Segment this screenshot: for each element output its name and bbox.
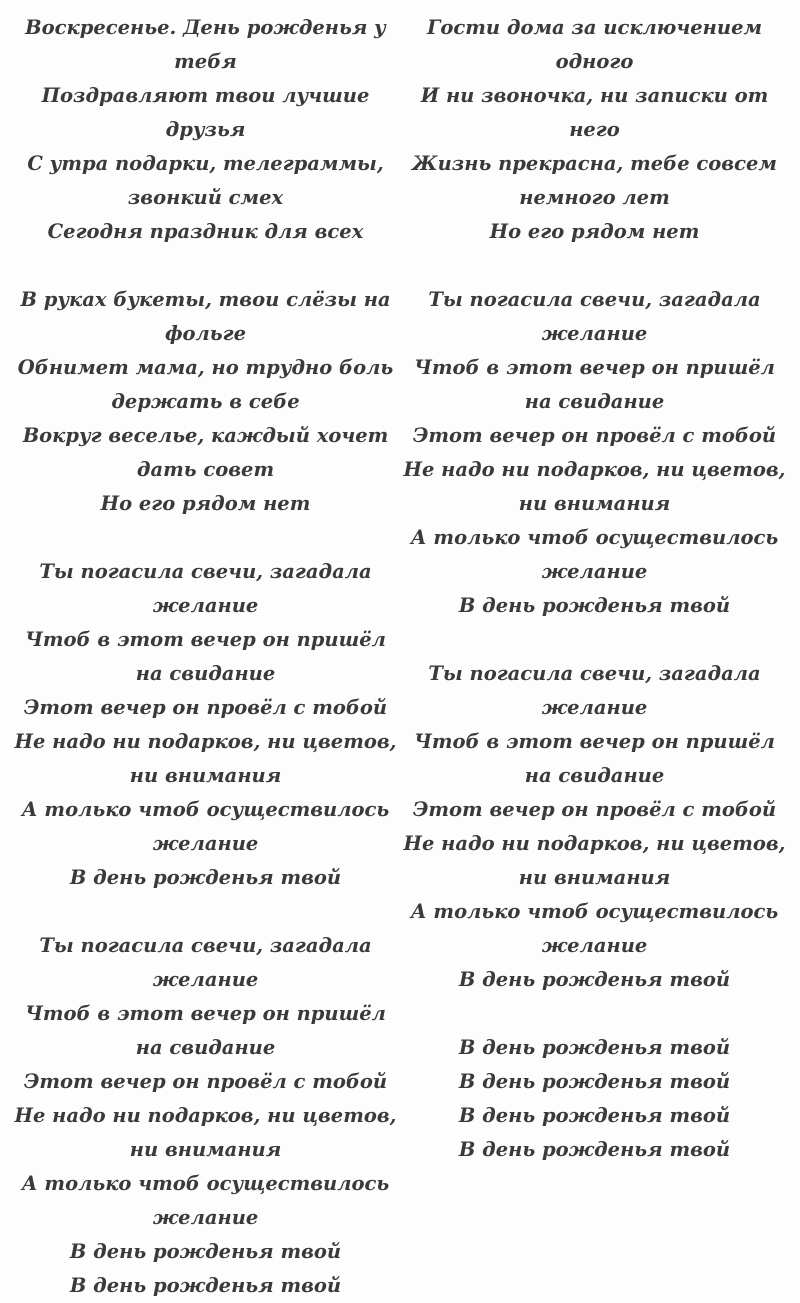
lyric-line: Чтоб в этот вечер он пришёл на свидание <box>25 628 386 685</box>
lyric-line: Воскресенье. День рожденья у тебя <box>25 16 386 73</box>
lyric-line: Этот вечер он провёл с тобой <box>23 1070 388 1093</box>
lyric-line: Чтоб в этот вечер он пришёл на свидание <box>25 1002 386 1059</box>
stanza <box>400 1031 789 1167</box>
lyrics-column-right <box>400 11 789 1303</box>
lyric-line: В день рожденья твой <box>69 1240 342 1263</box>
lyric-line: Ты погасила свечи, загадала желание <box>428 288 761 345</box>
lyric-line: Не надо ни подарков, ни цветов, ни внимания <box>403 458 786 515</box>
lyric-line: Ты погасила свечи, загадала желание <box>39 560 372 617</box>
lyric-line: Чтоб в этот вечер он пришёл на свидание <box>414 730 775 787</box>
lyrics-page <box>0 11 800 1303</box>
lyric-line: Сегодня праздник для всех <box>47 220 364 243</box>
lyric-line: Чтоб в этот вечер он пришёл на свидание <box>414 356 775 413</box>
lyric-line: А только чтоб осуществилось желание <box>21 1172 390 1229</box>
stanza <box>400 657 789 997</box>
lyric-line: Вокруг веселье, каждый хочет дать совет <box>22 424 389 481</box>
lyrics-column-left <box>11 11 400 1303</box>
lyric-line: В день рожденья твой <box>69 1274 342 1297</box>
stanza <box>11 11 400 249</box>
stanza <box>11 555 400 895</box>
stanza <box>400 11 789 249</box>
lyric-line: В день рожденья твой <box>458 1104 731 1127</box>
lyric-line: Ты погасила свечи, загадала желание <box>428 662 761 719</box>
lyric-line: Ты погасила свечи, загадала желание <box>39 934 372 991</box>
stanza <box>400 283 789 623</box>
lyric-line: Но его рядом нет <box>100 492 311 515</box>
lyric-line: В день рожденья твой <box>458 1036 731 1059</box>
lyric-line: И ни звоночка, ни записки от него <box>420 84 769 141</box>
lyric-line: А только чтоб осуществилось желание <box>410 900 779 957</box>
lyric-line: Этот вечер он провёл с тобой <box>412 798 777 821</box>
lyric-line: В день рожденья твой <box>458 1070 731 1093</box>
lyric-line: Этот вечер он провёл с тобой <box>23 696 388 719</box>
stanza <box>11 283 400 521</box>
lyric-line: Не надо ни подарков, ни цветов, ни внимания <box>403 832 786 889</box>
lyric-line: В руках букеты, твои слёзы на фольге <box>20 288 391 345</box>
lyric-line: Обнимет мама, но трудно боль держать в себе <box>17 356 394 413</box>
lyric-line: В день рожденья твой <box>69 866 342 889</box>
lyric-line: Гости дома за исключением одного <box>426 16 763 73</box>
lyric-line: В день рожденья твой <box>458 1138 731 1161</box>
stanza <box>11 929 400 1303</box>
lyric-line: Не надо ни подарков, ни цветов, ни внимания <box>14 1104 397 1161</box>
lyric-line: Жизнь прекрасна, тебе совсем немного лет <box>412 152 777 209</box>
lyric-line: Но его рядом нет <box>489 220 700 243</box>
lyric-line: В день рожденья твой <box>458 968 731 991</box>
lyric-line: С утра подарки, телеграммы, звонкий смех <box>27 152 384 209</box>
lyric-line: А только чтоб осуществилось желание <box>21 798 390 855</box>
lyric-line: Этот вечер он провёл с тобой <box>412 424 777 447</box>
lyric-line: В день рожденья твой <box>458 594 731 617</box>
lyric-line: Поздравляют твои лучшие друзья <box>41 84 370 141</box>
lyric-line: Не надо ни подарков, ни цветов, ни внимания <box>14 730 397 787</box>
lyric-line: А только чтоб осуществилось желание <box>410 526 779 583</box>
